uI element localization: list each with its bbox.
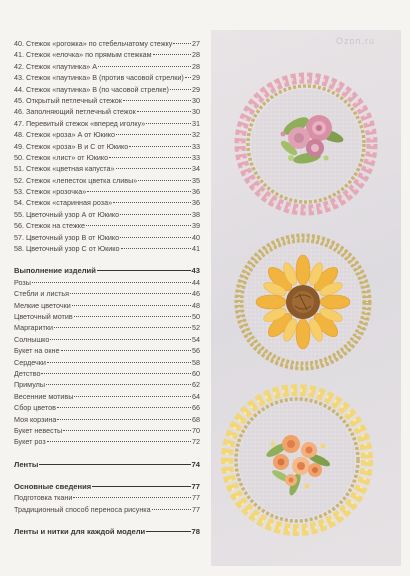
- leader-line: [87, 191, 191, 192]
- leader-line: [41, 373, 191, 374]
- toc-entry-page: 31: [192, 118, 200, 128]
- toc-entry-page: 28: [192, 61, 200, 71]
- leader-line: [54, 327, 191, 328]
- toc-entry: [14, 368, 200, 379]
- stitch-entries-list: [14, 38, 200, 254]
- toc-entry-page: 64: [192, 391, 200, 401]
- leader-line: [116, 168, 191, 169]
- toc-entry-page: 46: [192, 289, 200, 299]
- leader-line: [185, 77, 191, 78]
- toc-entry: [14, 492, 200, 503]
- pink-rose-hoop: [240, 78, 372, 210]
- toc-entry: [14, 118, 200, 129]
- toc-entry-page: 36: [192, 198, 200, 208]
- toc-entry-page: 30: [192, 95, 200, 105]
- leader-line: [173, 43, 191, 44]
- leader-line: [61, 350, 192, 351]
- toc-entry-label: 45. Открытый петлечный стежок: [14, 95, 122, 105]
- toc-entry: [14, 209, 200, 220]
- embroidery-photo: [211, 30, 401, 566]
- leader-line: [47, 362, 191, 363]
- toc-entry-page: 66: [192, 403, 200, 413]
- toc-entry-label: Букет на окне: [14, 346, 60, 356]
- toc-entry-label: 41. Стежок «елочка» по прямым стежкам: [14, 50, 152, 60]
- leader-line: [57, 419, 191, 420]
- toc-entry-page: 29: [192, 73, 200, 83]
- leader-line: [39, 464, 190, 465]
- leader-line: [120, 214, 191, 215]
- ribbons-threads-heading-label: Ленты и нитки для каждой модели: [14, 527, 146, 537]
- leader-line: [113, 202, 191, 203]
- projects-heading-label: Выполнение изделий: [14, 266, 96, 276]
- leader-line: [86, 225, 191, 226]
- toc-entry: [14, 220, 200, 231]
- leader-line: [116, 134, 191, 135]
- toc-entry: [14, 288, 200, 299]
- leader-line: [98, 66, 191, 67]
- leader-line: [123, 100, 191, 101]
- project-entries-list: [14, 277, 200, 448]
- toc-entry-label: Детство: [14, 368, 41, 378]
- toc-entry: [14, 129, 200, 140]
- toc-entry-page: 52: [192, 323, 200, 333]
- ribbons-heading-label: Ленты: [14, 459, 39, 469]
- toc-entry-page: 33: [192, 152, 200, 162]
- toc-entry-label: 40. Стежок «рогожка» по стебельчатому стежку: [14, 39, 173, 48]
- leader-line: [97, 270, 191, 271]
- toc-entry-label: Маргаритки: [14, 323, 53, 333]
- toc-entry-label: Моя корзина: [14, 414, 57, 424]
- toc-entry-label: 47. Перевитый стежок «вперед иголку»: [14, 118, 146, 128]
- toc-entry-label: 49. Стежок «роза» В и С от Юкико: [14, 141, 129, 151]
- toc-entry: [14, 414, 200, 425]
- toc-entry-page: 77: [192, 504, 200, 514]
- toc-entry-label: 58. Цветочный узор С от Юкико: [14, 244, 120, 254]
- toc-entry-page: 41: [192, 244, 200, 254]
- ribbons-heading-page: 74: [191, 459, 200, 469]
- leader-line: [73, 497, 191, 498]
- leader-line: [109, 157, 191, 158]
- toc-entry-page: 62: [192, 380, 200, 390]
- leader-line: [47, 441, 191, 442]
- leader-line: [170, 89, 191, 90]
- basics-heading-page: 77: [191, 482, 200, 492]
- toc-entry-label: 56. Стежок на стежке: [14, 221, 85, 231]
- leader-line: [153, 54, 191, 55]
- toc-entry: [14, 300, 200, 311]
- toc-entry: [14, 243, 200, 254]
- toc-entry: [14, 425, 200, 436]
- toc-entry-page: 44: [192, 277, 200, 287]
- toc-entry-label: Букет роз: [14, 437, 46, 447]
- toc-entry: [14, 277, 200, 288]
- toc-entry-label: 53. Стежок «розочка»: [14, 187, 87, 197]
- leader-line: [50, 339, 191, 340]
- leader-line: [32, 282, 191, 283]
- basics-heading-label: Основные сведения: [14, 482, 92, 492]
- basics-heading: [14, 481, 200, 492]
- toc-entry: [14, 141, 200, 152]
- toc-entry: [14, 175, 200, 186]
- toc-entry-page: 29: [192, 84, 200, 94]
- toc-entry-page: 54: [192, 334, 200, 344]
- toc-entry-page: 56: [192, 346, 200, 356]
- sunflower: [256, 255, 350, 349]
- toc-entry: [14, 152, 200, 163]
- toc-entry-page: 28: [192, 50, 200, 60]
- toc-entry-label: 48. Стежок «роза» А от Юкико: [14, 130, 116, 140]
- toc-entry: [14, 504, 200, 515]
- toc-entry-label: 44. Стежок «паутинка» В (по часовой стрелке): [14, 84, 169, 94]
- toc-entry-label: 50. Стежок «лист» от Юкико: [14, 152, 109, 162]
- leader-line: [72, 305, 191, 306]
- toc-entry: [14, 391, 200, 402]
- toc-entry-label: 46. Заполняющий петлечный стежок: [14, 107, 136, 117]
- leader-line: [138, 180, 191, 181]
- embroidery-illustration: [211, 30, 401, 566]
- leader-line: [146, 123, 191, 124]
- toc-entry: [14, 163, 200, 174]
- table-of-contents: [14, 38, 200, 538]
- toc-entry-label: 42. Стежок «паутинка» А: [14, 61, 98, 71]
- basics-entries-list: [14, 492, 200, 515]
- toc-entry: [14, 49, 200, 60]
- toc-entry: [14, 311, 200, 322]
- toc-entry-label: Подготовка ткани: [14, 493, 73, 503]
- toc-entry-page: 38: [192, 209, 200, 219]
- toc-entry: [14, 379, 200, 390]
- toc-entry-page: 34: [192, 164, 200, 174]
- toc-entry-page: 72: [192, 437, 200, 447]
- toc-entry: [14, 322, 200, 333]
- toc-entry-page: 32: [192, 130, 200, 140]
- toc-entry: [14, 402, 200, 413]
- leader-line: [152, 509, 191, 510]
- toc-entry-label: Солнышко: [14, 334, 50, 344]
- leader-line: [74, 316, 191, 317]
- toc-entry-page: 27: [192, 39, 200, 48]
- leader-line: [121, 248, 191, 249]
- toc-entry-label: Розы: [14, 277, 31, 287]
- toc-entry-page: 77: [192, 493, 200, 503]
- watermark: Ozon.ru: [335, 36, 375, 46]
- leader-line: [137, 111, 191, 112]
- toc-entry-label: Мелкие цветочки: [14, 300, 71, 310]
- toc-entry: [14, 72, 200, 83]
- toc-entry-page: 40: [192, 232, 200, 242]
- toc-entry: [14, 38, 200, 49]
- toc-entry: [14, 84, 200, 95]
- toc-entry: [14, 436, 200, 447]
- toc-entry-page: 33: [192, 141, 200, 151]
- toc-entry-label: Букет невесты: [14, 425, 63, 435]
- toc-entry-page: 30: [192, 107, 200, 117]
- toc-entry-page: 35: [192, 175, 200, 185]
- toc-entry-label: Примулы: [14, 380, 45, 390]
- toc-entry-label: 43. Стежок «паутинка» В (против часовой стрелки): [14, 73, 184, 83]
- leader-line: [70, 293, 191, 294]
- toc-entry-label: 52. Стежок «лепесток цветка сливы»: [14, 175, 138, 185]
- toc-entry-label: Традиционный способ переноса рисунка: [14, 504, 151, 514]
- leader-line: [129, 146, 191, 147]
- ribbons-threads-heading: [14, 526, 200, 537]
- toc-entry: [14, 186, 200, 197]
- leader-line: [57, 407, 191, 408]
- toc-entry-page: 58: [192, 357, 200, 367]
- toc-entry: [14, 232, 200, 243]
- toc-entry-page: 68: [192, 414, 200, 424]
- leader-line: [120, 237, 191, 238]
- leader-line: [74, 396, 191, 397]
- leader-line: [146, 531, 190, 532]
- toc-entry: [14, 345, 200, 356]
- toc-entry-page: 36: [192, 187, 200, 197]
- ribbons-threads-heading-page: 78: [191, 527, 200, 537]
- peach-flower-hoop: [227, 390, 367, 530]
- toc-entry: [14, 95, 200, 106]
- toc-entry: [14, 197, 200, 208]
- toc-entry-page: 48: [192, 300, 200, 310]
- projects-heading-page: 43: [191, 266, 200, 276]
- toc-entry-label: Сбор цветов: [14, 403, 56, 413]
- toc-entry: [14, 106, 200, 117]
- projects-heading: [14, 265, 200, 276]
- toc-entry-label: Сердечки: [14, 357, 46, 367]
- toc-entry-label: 55. Цветочный узор А от Юкико: [14, 209, 120, 219]
- toc-entry-page: 70: [192, 425, 200, 435]
- toc-entry-label: 51. Стежок «цветная капуста»: [14, 164, 115, 174]
- leader-line: [46, 384, 191, 385]
- leader-line: [63, 430, 191, 431]
- toc-entry-label: Весенние мотивы: [14, 391, 74, 401]
- ribbons-heading: [14, 459, 200, 470]
- toc-entry: [14, 61, 200, 72]
- toc-entry-page: 50: [192, 311, 200, 321]
- toc-entry-label: 57. Цветочный узор В от Юкико: [14, 232, 120, 242]
- toc-entry-label: Цветочный мотив: [14, 311, 73, 321]
- sunflower-hoop: [239, 238, 367, 366]
- leader-line: [92, 486, 190, 487]
- toc-entry-label: Стебли и листья: [14, 289, 70, 299]
- toc-entry-page: 39: [192, 221, 200, 231]
- toc-entry: [14, 334, 200, 345]
- toc-entry-label: 54. Стежок «старинная роза»: [14, 198, 113, 208]
- toc-entry: [14, 357, 200, 368]
- toc-entry-page: 60: [192, 368, 200, 378]
